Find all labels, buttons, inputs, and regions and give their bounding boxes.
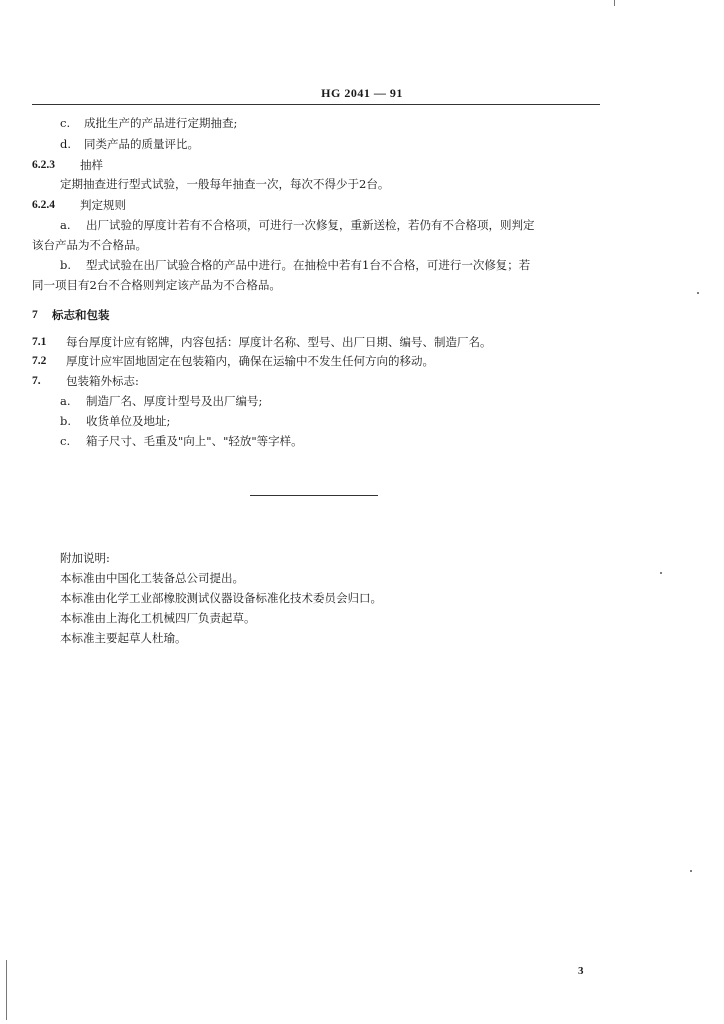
section-number-7: 7 xyxy=(32,309,38,321)
list-label-b: b. xyxy=(60,258,72,272)
sampling-paragraph: 定期抽查进行型式试验，一般每年抽查一次，每次不得少于2台。 xyxy=(60,177,390,191)
box-marking-heading: 包装箱外标志: xyxy=(66,374,139,388)
box-list-text-a: 制造厂名、厚度计型号及出厂编号; xyxy=(86,394,263,408)
judgement-b-line2: 同一项目有2台不合格则判定该产品为不合格品。 xyxy=(32,278,281,292)
page-number: 3 xyxy=(578,965,584,977)
list-label-c: c. xyxy=(60,116,71,130)
box-list-label-c: c. xyxy=(60,434,71,448)
additional-notes-title: 附加说明: xyxy=(60,551,110,565)
box-list-label-b: b. xyxy=(60,414,72,428)
section-title-judgement: 判定规则 xyxy=(80,198,126,212)
notes-line-4: 本标准主要起草人杜瑜。 xyxy=(60,631,187,645)
end-of-text-rule xyxy=(250,495,378,496)
scan-speck xyxy=(660,572,662,574)
box-list-label-a: a. xyxy=(60,394,71,408)
section-number-7-3: 7. xyxy=(32,375,41,387)
list-text-c: 成批生产的产品进行定期抽查; xyxy=(84,116,238,130)
box-list-text-b: 收货单位及地址; xyxy=(86,414,171,428)
standard-code-header: HG 2041 — 91 xyxy=(321,86,403,100)
section-title-sampling: 抽样 xyxy=(80,158,103,172)
section-number-7-2: 7.2 xyxy=(32,355,47,367)
scan-speck xyxy=(690,870,692,872)
notes-line-3: 本标准由上海化工机械四厂负责起草。 xyxy=(60,611,256,625)
notes-line-2: 本标准由化学工业部橡胶测试仪器设备标准化技术委员会归口。 xyxy=(60,591,382,605)
notes-line-1: 本标准由中国化工装备总公司提出。 xyxy=(60,571,244,585)
judgement-a-line2: 该台产品为不合格品。 xyxy=(32,238,147,252)
section-number-7-1: 7.1 xyxy=(32,336,47,348)
judgement-b-line1: 型式试验在出厂试验合格的产品中进行。在抽检中若有1台不合格，可进行一次修复；若 xyxy=(86,258,531,272)
list-label-a: a. xyxy=(60,218,71,232)
list-text-d: 同类产品的质量评比。 xyxy=(84,137,199,151)
section-number-6-2-3: 6.2.3 xyxy=(32,159,55,171)
nameplate-paragraph: 每台厚度计应有铭牌，内容包括：厚度计名称、型号、出厂日期、编号、制造厂名。 xyxy=(66,335,492,349)
section-number-6-2-4: 6.2.4 xyxy=(32,199,55,211)
scan-speck xyxy=(697,292,699,294)
scan-edge-mark xyxy=(614,0,615,6)
section-title-marking-packaging: 标志和包装 xyxy=(52,308,110,322)
fixing-paragraph: 厚度计应牢固地固定在包装箱内，确保在运输中不发生任何方向的移动。 xyxy=(66,354,434,368)
list-label-d: d. xyxy=(60,137,72,151)
scan-edge-mark xyxy=(6,960,7,1020)
judgement-a-line1: 出厂试验的厚度计若有不合格项，可进行一次修复，重新送检，若仍有不合格项，则判定 xyxy=(86,218,535,232)
header-rule xyxy=(32,104,600,105)
box-list-text-c: 箱子尺寸、毛重及"向上"、"轻放"等字样。 xyxy=(86,434,303,448)
